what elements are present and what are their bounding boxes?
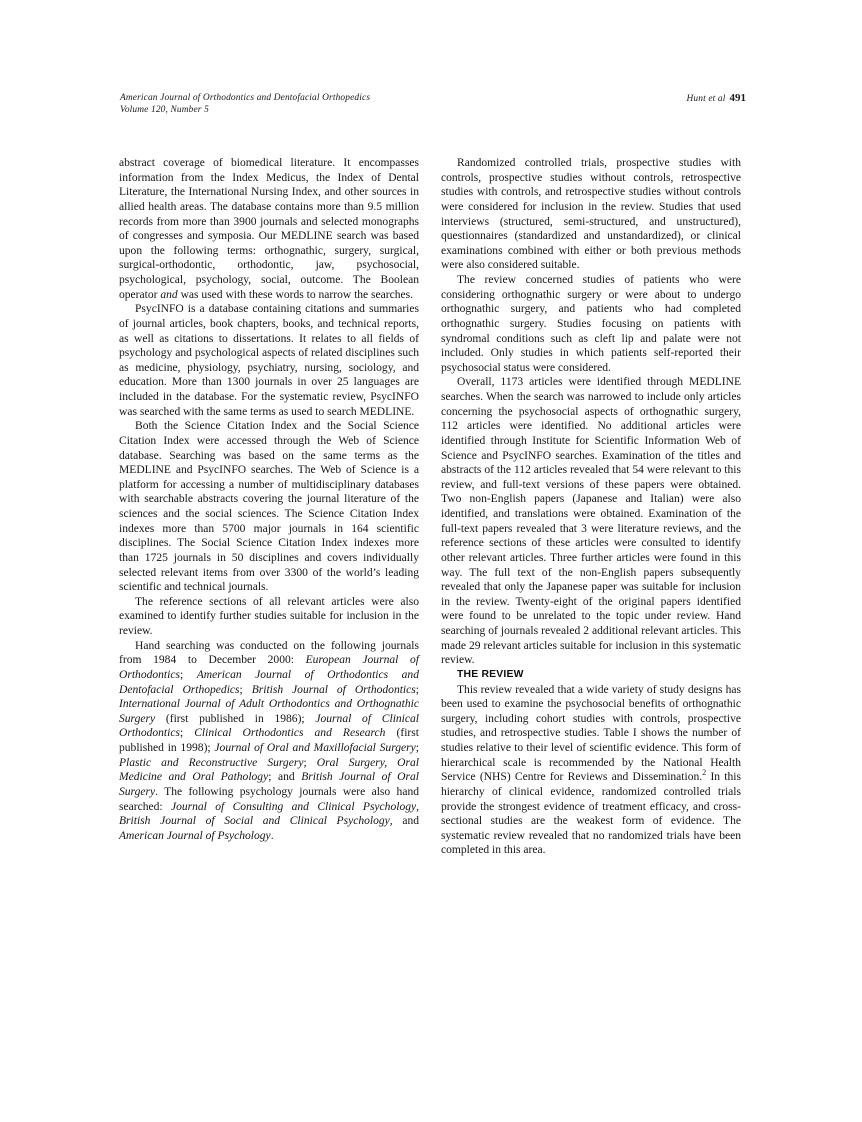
journal-title: British Journal of Orthodontics <box>251 683 416 696</box>
journal-title: Oral Surgery, Oral Medicine and Oral Pathology <box>119 756 419 784</box>
running-head-journal-line1: American Journal of Orthodontics and Dentofacial Orthopedics <box>120 93 371 103</box>
journal-title: Plastic and Reconstructive Surgery <box>119 756 304 769</box>
running-head-authors-page <box>687 92 747 105</box>
paragraph-text: The review concerned studies of patients who were considering orthognathic surgery or were about to undergo orthognathic surgery, and patients who had completed orthognathic surgery. Studies focusing on patients with syndromal conditions such as cleft lip and palate were not included. Only studies in which patients self-reported their psychosocial status were considered. <box>441 274 741 374</box>
page-number: 491 <box>729 92 746 104</box>
journal-title: British Journal of Social and Clinical Psychology <box>119 815 390 828</box>
reference-marker: 2 <box>702 768 707 778</box>
paragraph-text: This review revealed that a wide variety of study designs has been used to examine the psychosocial benefits of orthognathic surgery, including cohort studies with controls, prospective studies, and retrospective studies. Table I shows the number of studies relative to their level of scientific evidence. This form of hierarchical scale is recommended by the National Health Service (NHS) Centre for Reviews and Dissemination. <box>441 683 741 784</box>
journal-title: Clinical Orthodontics and Research <box>194 727 386 740</box>
paragraph-psycinfo <box>119 302 419 419</box>
running-head <box>120 92 746 122</box>
paragraph-reference-sections <box>119 595 419 639</box>
boolean-operator-tail: was used with these words to narrow the searches. <box>177 288 414 301</box>
paragraph-text: Randomized controlled trials, prospective studies with controls, prospective studies without controls, retrospective studies with controls, and retrospective studies without controls were considered for inclusion in the review. Studies that used interviews (structured, semi-structured, and unstructured), questionnaires (standardized and unstandardized), or clinical examinations combined with either or both previous methods were also considered suitable. <box>441 157 741 272</box>
paragraph-article-counts <box>441 375 741 668</box>
paragraph-text: abstract coverage of biomedical literature. It encompasses information from the Index Medicus, the Index of Dental Literature, the International Nursing Index, and other sources in allied health areas. The database contains more than 9.5 million records from more than 3900 journals and selected monographs of congresses and symposia. Our MEDLINE search was based upon the following terms: orthognathic, surgery, surgical, surgical-orthodontic, orthodontic, jaw, psychosocial, psychological, psychology, social, outcome. The Boolean operator <box>119 157 419 301</box>
running-head-journal-line2: Volume 120, Number 5 <box>120 105 209 116</box>
journal-title: American Journal of Orthodontics and Dentofacial Orthopedics <box>119 668 419 696</box>
paragraph-text: PsycINFO is a database containing citations and summaries of journal articles, book chapters, books, and technical reports, as well as citations to dissertations. It relates to all fields of psychology and psychological aspects of related disciplines such as medicine, physiology, psychiatry, nursing, sociology, and education. More than 1300 journals in over 25 languages are included in the database. For the systematic review, PsycINFO was searched with the same terms as used to search MEDLINE. <box>119 303 419 418</box>
running-head-journal <box>120 92 370 117</box>
journal-title: European Journal of Orthodontics <box>119 654 419 681</box>
journal-title: Journal of Clinical Orthodontics <box>119 712 419 740</box>
journal-title: Journal of Consulting and Clinical Psychology <box>170 800 417 813</box>
paragraph-hand-searching: Hand searching was conducted on the following journals from 1984 to December 2000: European Journal of Orthodontics; American Journal of Orthodontics and Dentofacial Orthopedics; British Journal of Orthodontics; International Journal of Adult Orthodontics and Orthognathic Surgery (first published in 1986); Journal of Clinical Orthodontics; Clinical Orthodontics and Research (first published in 1998); Journal of Oral and Maxillofacial Surgery; Plastic and Reconstructive Surgery; Oral Surgery, Oral Medicine and Oral Pathology; and British Journal of Oral Surgery. The following psychology journals were also hand searched: Journal of Consulting and Clinical Psychology, British Journal of Social and Clinical Psychology, and American Journal of Psychology. <box>119 639 420 842</box>
paragraph-text: Overall, 1173 articles were identified through MEDLINE searches. When the search was narrowed to include only articles concerning the psychosocial aspects of orthognathic surgery, 112 articles were identified. No additional articles were identified through Institute for Scientific Information Web of Science and PsycINFO searches. Examination of the titles and abstracts of the 112 articles revealed that 54 were relevant to this review, and full-text versions of these papers were obtained. Two non-English papers (Japanese and Italian) were also identified, and translations were obtained. Examination of the full-text papers revealed that 3 were literature reviews, and the reference sections of these articles were consulted to identify other relevant articles. Three further articles were found in this way. The full text of the non-English papers subsequently revealed that only the Japanese paper was suitable for inclusion in the review. Twenty-eight of the original papers identified were found to be unrelated to the topic under review. Hand searching of journals revealed 2 additional relevant articles. This made 29 relevant articles suitable for inclusion in this systematic review. <box>441 376 741 667</box>
journal-title: Journal of Oral and Maxillofacial Surgery <box>214 742 416 754</box>
paragraph-medline-continued <box>119 156 419 302</box>
journal-title: British Journal of Oral Surgery <box>119 771 419 798</box>
paragraph-citation-index <box>119 419 419 595</box>
paragraph-patients <box>441 273 741 375</box>
section-heading-the-review: THE REVIEW <box>457 668 524 680</box>
paragraph-study-designs <box>441 156 741 273</box>
paragraph-text: The reference sections of all relevant articles were also examined to identify further studies suitable for inclusion in the review. <box>119 595 419 637</box>
journal-title: International Journal of Adult Orthodontics and Orthognathic Surgery <box>119 698 419 725</box>
boolean-operator-italic: and <box>160 288 178 301</box>
running-head-authors: Hunt et al <box>686 94 726 104</box>
left-text-column <box>119 156 419 843</box>
journal-title: American Journal of Psychology <box>119 829 271 842</box>
paragraph-text: Both the Science Citation Index and the Social Science Citation Index were accessed through the Web of Science database. Searching was based on the same terms as the MEDLINE and PsycINFO searches. The Web of Science is a platform for accessing a number of multidisciplinary databases with searchable abstracts covering the journal literature of the sciences and the social sciences. The Science Citation Index indexes more than 5700 major journals in 164 scientific disciplines. The Social Science Citation Index indexes more than 1725 journals in 50 disciplines and covers individually selected relevant items from over 3300 of the world’s leading scientific and technical journals. <box>119 420 419 594</box>
paragraph-text-continued: In this hierarchy of clinical evidence, randomized controlled trials provide the strongest evidence of treatment efficacy, and cross-sectional studies are the weakest form of evidence. The systematic review revealed that no randomized trials have been completed in this area. <box>441 771 741 857</box>
paragraph-the-review <box>441 683 741 859</box>
right-text-column <box>441 156 741 858</box>
